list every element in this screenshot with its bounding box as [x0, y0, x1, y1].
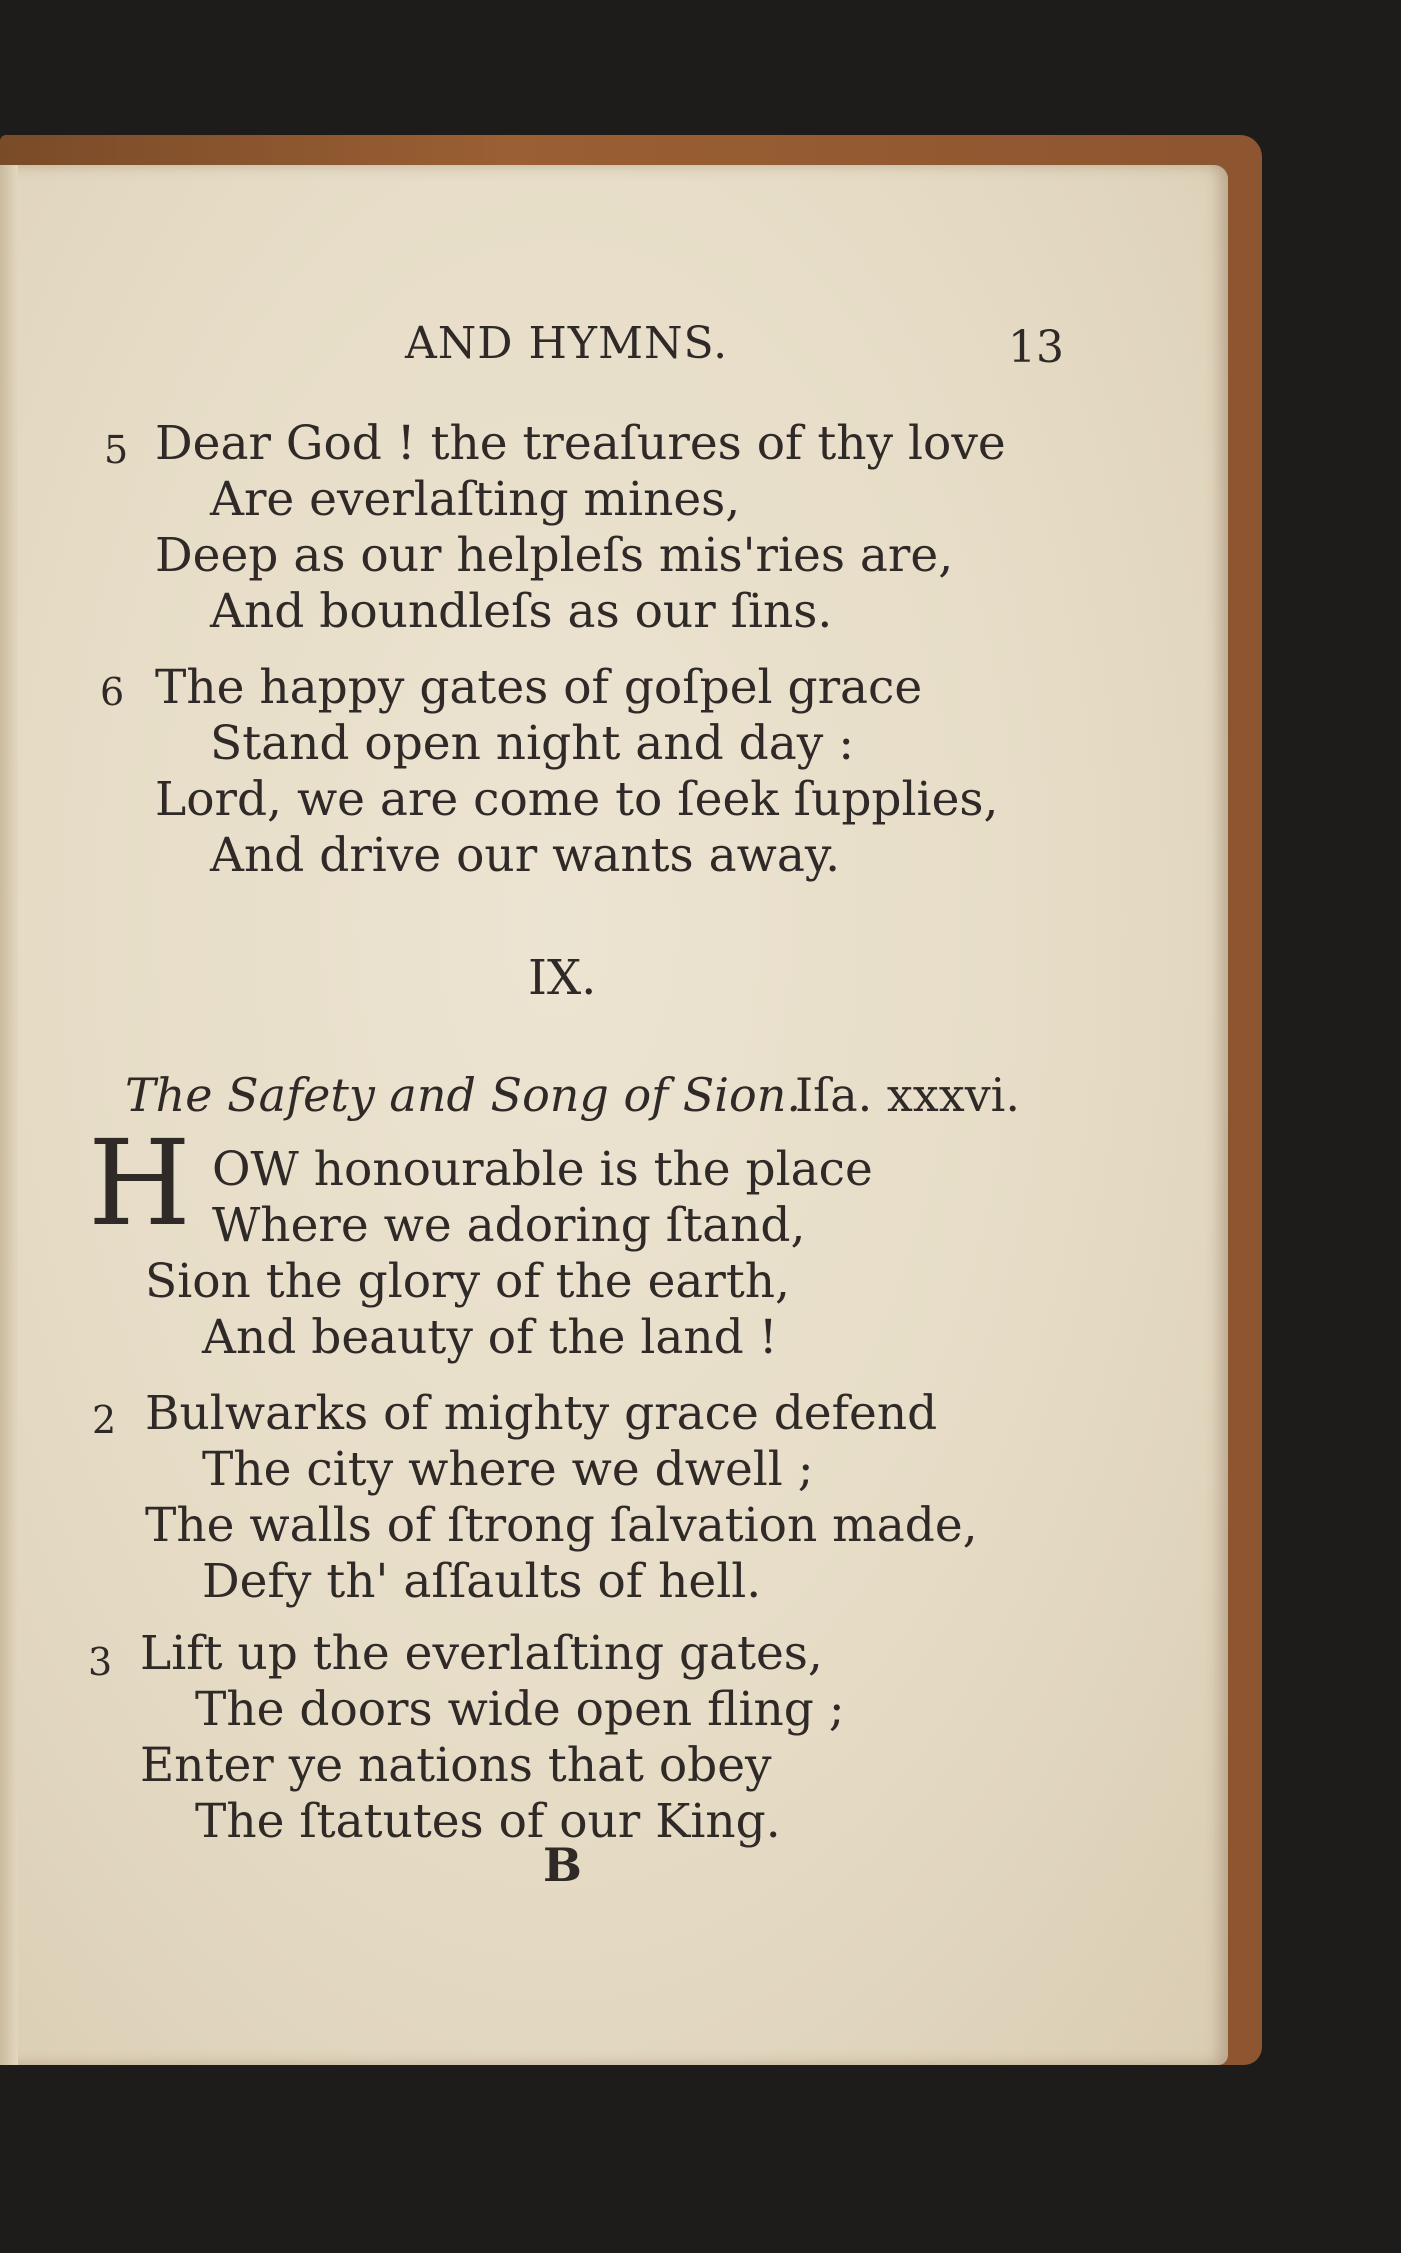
verse-line: The city where we dwell ; — [202, 1442, 814, 1497]
stanza-number: 3 — [88, 1640, 113, 1684]
verse-line: The happy gates of goſpel grace — [155, 660, 923, 715]
page-number: 13 — [1008, 322, 1064, 373]
verse-line: Dear God ! the treaſures of thy love — [155, 416, 1006, 471]
running-title: AND HYMNS. — [405, 318, 729, 369]
verse-line: The doors wide open fling ; — [195, 1682, 845, 1737]
verse-line: Lord, we are come to ſeek ſupplies, — [155, 772, 999, 827]
verse-line: Sion the glory of the earth, — [145, 1254, 790, 1309]
page-edge — [0, 165, 18, 2065]
verse-line: Where we adoring ſtand, — [212, 1198, 806, 1253]
verse-line: Enter ye nations that obey — [140, 1738, 772, 1793]
verse-line: The ſtatutes of our King. — [195, 1794, 781, 1849]
verse-line: Deep as our helpleſs mis'ries are, — [155, 528, 954, 583]
stanza-number: 6 — [100, 670, 125, 714]
verse-line: And boundleſs as our ſins. — [210, 584, 833, 639]
verse-line: Stand open night and day : — [210, 716, 855, 771]
verse-line: Are everlaſting mines, — [210, 472, 741, 527]
hymn-title: The Safety and Song of Sion. — [125, 1068, 801, 1122]
verse-line: And beauty of the land ! — [202, 1310, 778, 1365]
stanza-number: 5 — [104, 428, 129, 472]
verse-line: Lift up the everlaſting gates, — [140, 1626, 823, 1681]
verse-line: The walls of ſtrong ſalvation made, — [145, 1498, 978, 1553]
verse-line: And drive our wants away. — [210, 828, 841, 883]
drop-cap: H — [88, 1114, 191, 1252]
verse-line: Defy th' aſſaults of hell. — [202, 1554, 762, 1609]
hymn-number: IX. — [528, 950, 597, 1006]
verse-line: Bulwarks of mighty grace defend — [145, 1386, 938, 1441]
verse-line: OW honourable is the place — [212, 1142, 873, 1197]
scripture-reference: Iſa. xxxvi. — [795, 1068, 1021, 1122]
signature-mark: B — [543, 1838, 582, 1892]
stanza-number: 2 — [92, 1398, 117, 1442]
